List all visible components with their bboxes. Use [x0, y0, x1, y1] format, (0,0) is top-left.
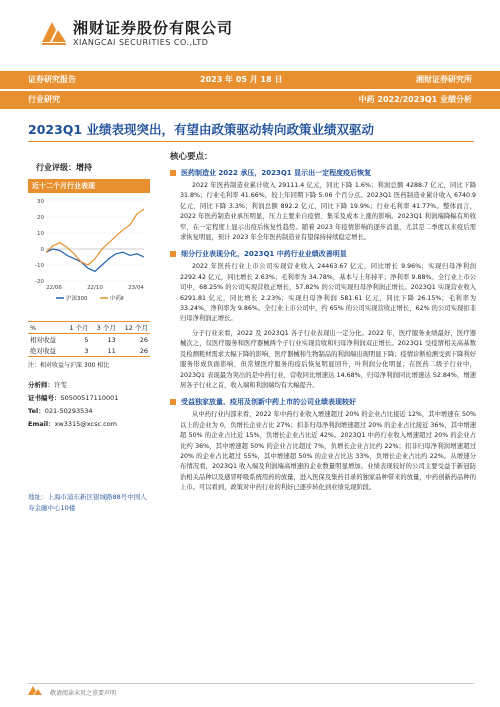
- report-title: 2023Q1 业绩表现突出，有望由政策驱动转向政策业绩双驱动: [28, 122, 374, 137]
- series-line: [46, 249, 144, 271]
- y-tick-label: 30: [37, 199, 44, 205]
- tel-label: Tel：: [28, 407, 45, 415]
- x-tick-label: 22/10: [87, 285, 103, 291]
- section-paragraph: 分子行业来看，2022 及 2023Q1 各子行业表现出一定分化。2022 年，医疗服务业绩最好，医疗器械次之，仅医疗服务和医疗器械两个子行业实现营收和归母净利润双正增长。2023Q1 受疫情相关高基数及检测耗材需求大幅下降的影响，医疗器械和生物制品的利润端出现明显下降；疫情诊断检测受到下降利好服务形成负面影响，但常规医疗服务的疫后恢复明显回升，叶利润分化明显；在医药二级子行业中，2023Q1 表现最为突出的是中药行业，营收同比增速达 14.68%，归母净利润同比增速达 52.84%，增速居各子行业之首，收入端和利润端均有大幅提升。: [180, 329, 476, 389]
- email-label: Email：: [28, 420, 55, 428]
- table-header-cell: 12 个月: [118, 322, 150, 334]
- bullet-square-icon: [170, 170, 176, 176]
- table-cell: 3: [63, 345, 90, 357]
- performance-table: [28, 321, 150, 369]
- y-tick-label: 20: [37, 215, 44, 221]
- table-header-cell: %: [28, 322, 63, 334]
- section-title-text: 受益独家放量、疫用及创新中药上市的公司业绩表现较好: [181, 398, 356, 407]
- report-type: 证券研究报告: [28, 75, 76, 84]
- email-address[interactable]: xw3315@xcsc.com: [54, 420, 117, 428]
- footer-logo-icon: [28, 686, 44, 695]
- sidebar: [28, 150, 150, 431]
- report-topic: 中药 2022/2023Q1 业绩分析: [358, 95, 472, 104]
- row-label: 绝对收益: [28, 345, 63, 357]
- tel-number: 021-50293534: [44, 407, 93, 415]
- y-tick-label: 10: [37, 231, 44, 237]
- analyst-name: 许雯: [54, 381, 67, 389]
- company-name-cn: 湘财证券股份有限公司: [73, 19, 234, 37]
- company-name-en: XIANGCAI SECURITIES CO.,LTD: [73, 38, 209, 47]
- key-points-heading: 核心要点：: [170, 152, 213, 162]
- y-tick-label: -20: [35, 279, 44, 285]
- section-title-text: 医药制造业 2022 承压，2023Q1 显示出一定程度疫后恢复: [181, 169, 372, 177]
- x-tick-label: 22/06: [46, 285, 62, 291]
- section-title-text: 细分行业表现分化，2023Q1 中药行业业绩改善明显: [181, 250, 347, 259]
- table-cell: 26: [118, 345, 150, 357]
- section-paragraph: 2022 年医药行业上市公司实现营业收入 24463.67 亿元，同比增长 9.96%；实现归母净利润 2292.42 亿元，同比增长 2.63%；毛利率为 34.78%，基本与上年持平；净利率 9.88%。全行业上市公司中，68.25% 的公司实现营收正增长，57.82% 的公司实现归母净利润正增长。2023Q1 实现营业收入 6291.81 亿元，同比增长 2.23%；实现归母净利润 581.61 亿元，同比下降 26.15%；毛利率为 33.24%，净利率为 9.86%。全行业上市公司中，约 65% 的公司实现营收正增长，62% 的公司实现扣非归母净利润正增长。: [180, 263, 476, 323]
- legend-label: 中药Ⅱ: [110, 296, 124, 302]
- y-tick-label: 0: [40, 247, 44, 253]
- table-cell: 11: [91, 345, 118, 357]
- main-content: [170, 150, 476, 500]
- section-paragraph: 从中药行业内部来看，2022 年中药行业收入增速超过 20% 的企业占比接近 12%，其中增速在 50% 以上的企业为 0，负增长企业占比 27%；扣非归母净利润增速超过 20% 的企业占比接近 36%，其中增速超 50% 的企业占比近 15%，负增长企业占比近 42%。2023Q1 中药行业收入增速超过 20% 的企业占比约 36%，其中增速超 50% 的企业占比超过 7%，负增长企业占比约 22%；扣非归母净利润增速超过 20% 的企业占比超过 55%，其中增速超 50% 的企业占比达 33%，负增长企业占比约 22%。从增速分布情况看，2023Q1 收入端及利润端高增速的企业数量明显增加。业绩表现较好的公司主要受益于新冠防治相关品种以及感冒呼吸系统用药的放量，进入医保及集药目录的独家品种带来的放量，中药创新药品种的上市。可以看到，政策对中药行业的利好已逐步转化到业绩兑现阶段。: [180, 411, 476, 492]
- performance-chart: [28, 193, 150, 311]
- footer-disclaimer: 敬请阅读末页之重要声明: [50, 690, 117, 697]
- x-tick-label: 23/04: [128, 285, 144, 291]
- company-logo-icon: [40, 18, 68, 46]
- table-cell: 5: [84, 335, 89, 344]
- section: [170, 168, 476, 243]
- table-header-cell: 1 个月: [63, 322, 90, 334]
- table-cell: 26: [139, 335, 148, 344]
- title-divider: [28, 141, 474, 142]
- series-line: [46, 209, 144, 265]
- report-category: 行业研究: [28, 95, 60, 104]
- table-row: [28, 345, 150, 357]
- table-header-row: [28, 322, 150, 334]
- cert-label: 证书编号：: [28, 394, 61, 402]
- section-paragraph: 2022 年医药制造业累计收入 29111.4 亿元，同比下降 1.6%；利润总额 4288.7 亿元，同比下降 31.8%；行业毛利率 41.66%，较上年同期下降 5.06 个百分点。2023Q1 医药制造业累计收入 6740.9 亿元，同比下降 3.3%；利润总额 892.2 亿元，同比下降 19.9%；行业毛利率 41.77%。整体而言，2022 年医药制造业承压明显，压力主要来自疫情、集采及成本上涨的影响。2023Q1 利润端降幅有所收窄，在一定程度上显示出疫后恢复性趋势。随着 2023 年疫情影响的逐步消退，尤其是二季度以来疫后需求恢复明显，预计 2023 年全年医药制造业有望保持持续稳定增长。: [180, 182, 476, 242]
- table-cell: 13: [107, 335, 116, 344]
- header-bar-secondary: [0, 91, 500, 109]
- table-note: 注：相对收益与沪深 300 相比: [28, 362, 110, 369]
- table-row: [28, 334, 150, 346]
- cert-number: S0500517110001: [60, 394, 119, 402]
- legend-label: 沪深300: [66, 296, 88, 302]
- y-tick-label: -10: [35, 263, 44, 269]
- section: [170, 249, 476, 391]
- bullet-square-icon: [170, 251, 176, 257]
- section-title: [170, 397, 476, 407]
- analyst-label: 分析师：: [28, 381, 54, 389]
- section: [170, 397, 476, 493]
- footer-divider: [28, 683, 474, 684]
- header-bar-primary: [0, 71, 500, 89]
- research-institute: 湘财证券研究所: [416, 75, 472, 84]
- industry-rating: 行业评级：增持: [36, 163, 92, 172]
- section-title: [170, 249, 476, 259]
- bullet-square-icon: [170, 399, 176, 405]
- company-address: 地址：上海市浦东新区银城路88号中国人寿金融中心10楼: [28, 493, 147, 512]
- analyst-info: [28, 379, 150, 431]
- table-header-cell: 3 个月: [91, 322, 118, 334]
- chart-header: 近十二个月行业表现: [28, 179, 150, 193]
- section-title: [170, 168, 476, 178]
- row-label: 相对收益: [30, 336, 56, 344]
- report-date: 2023 年 05 月 18 日: [200, 75, 283, 84]
